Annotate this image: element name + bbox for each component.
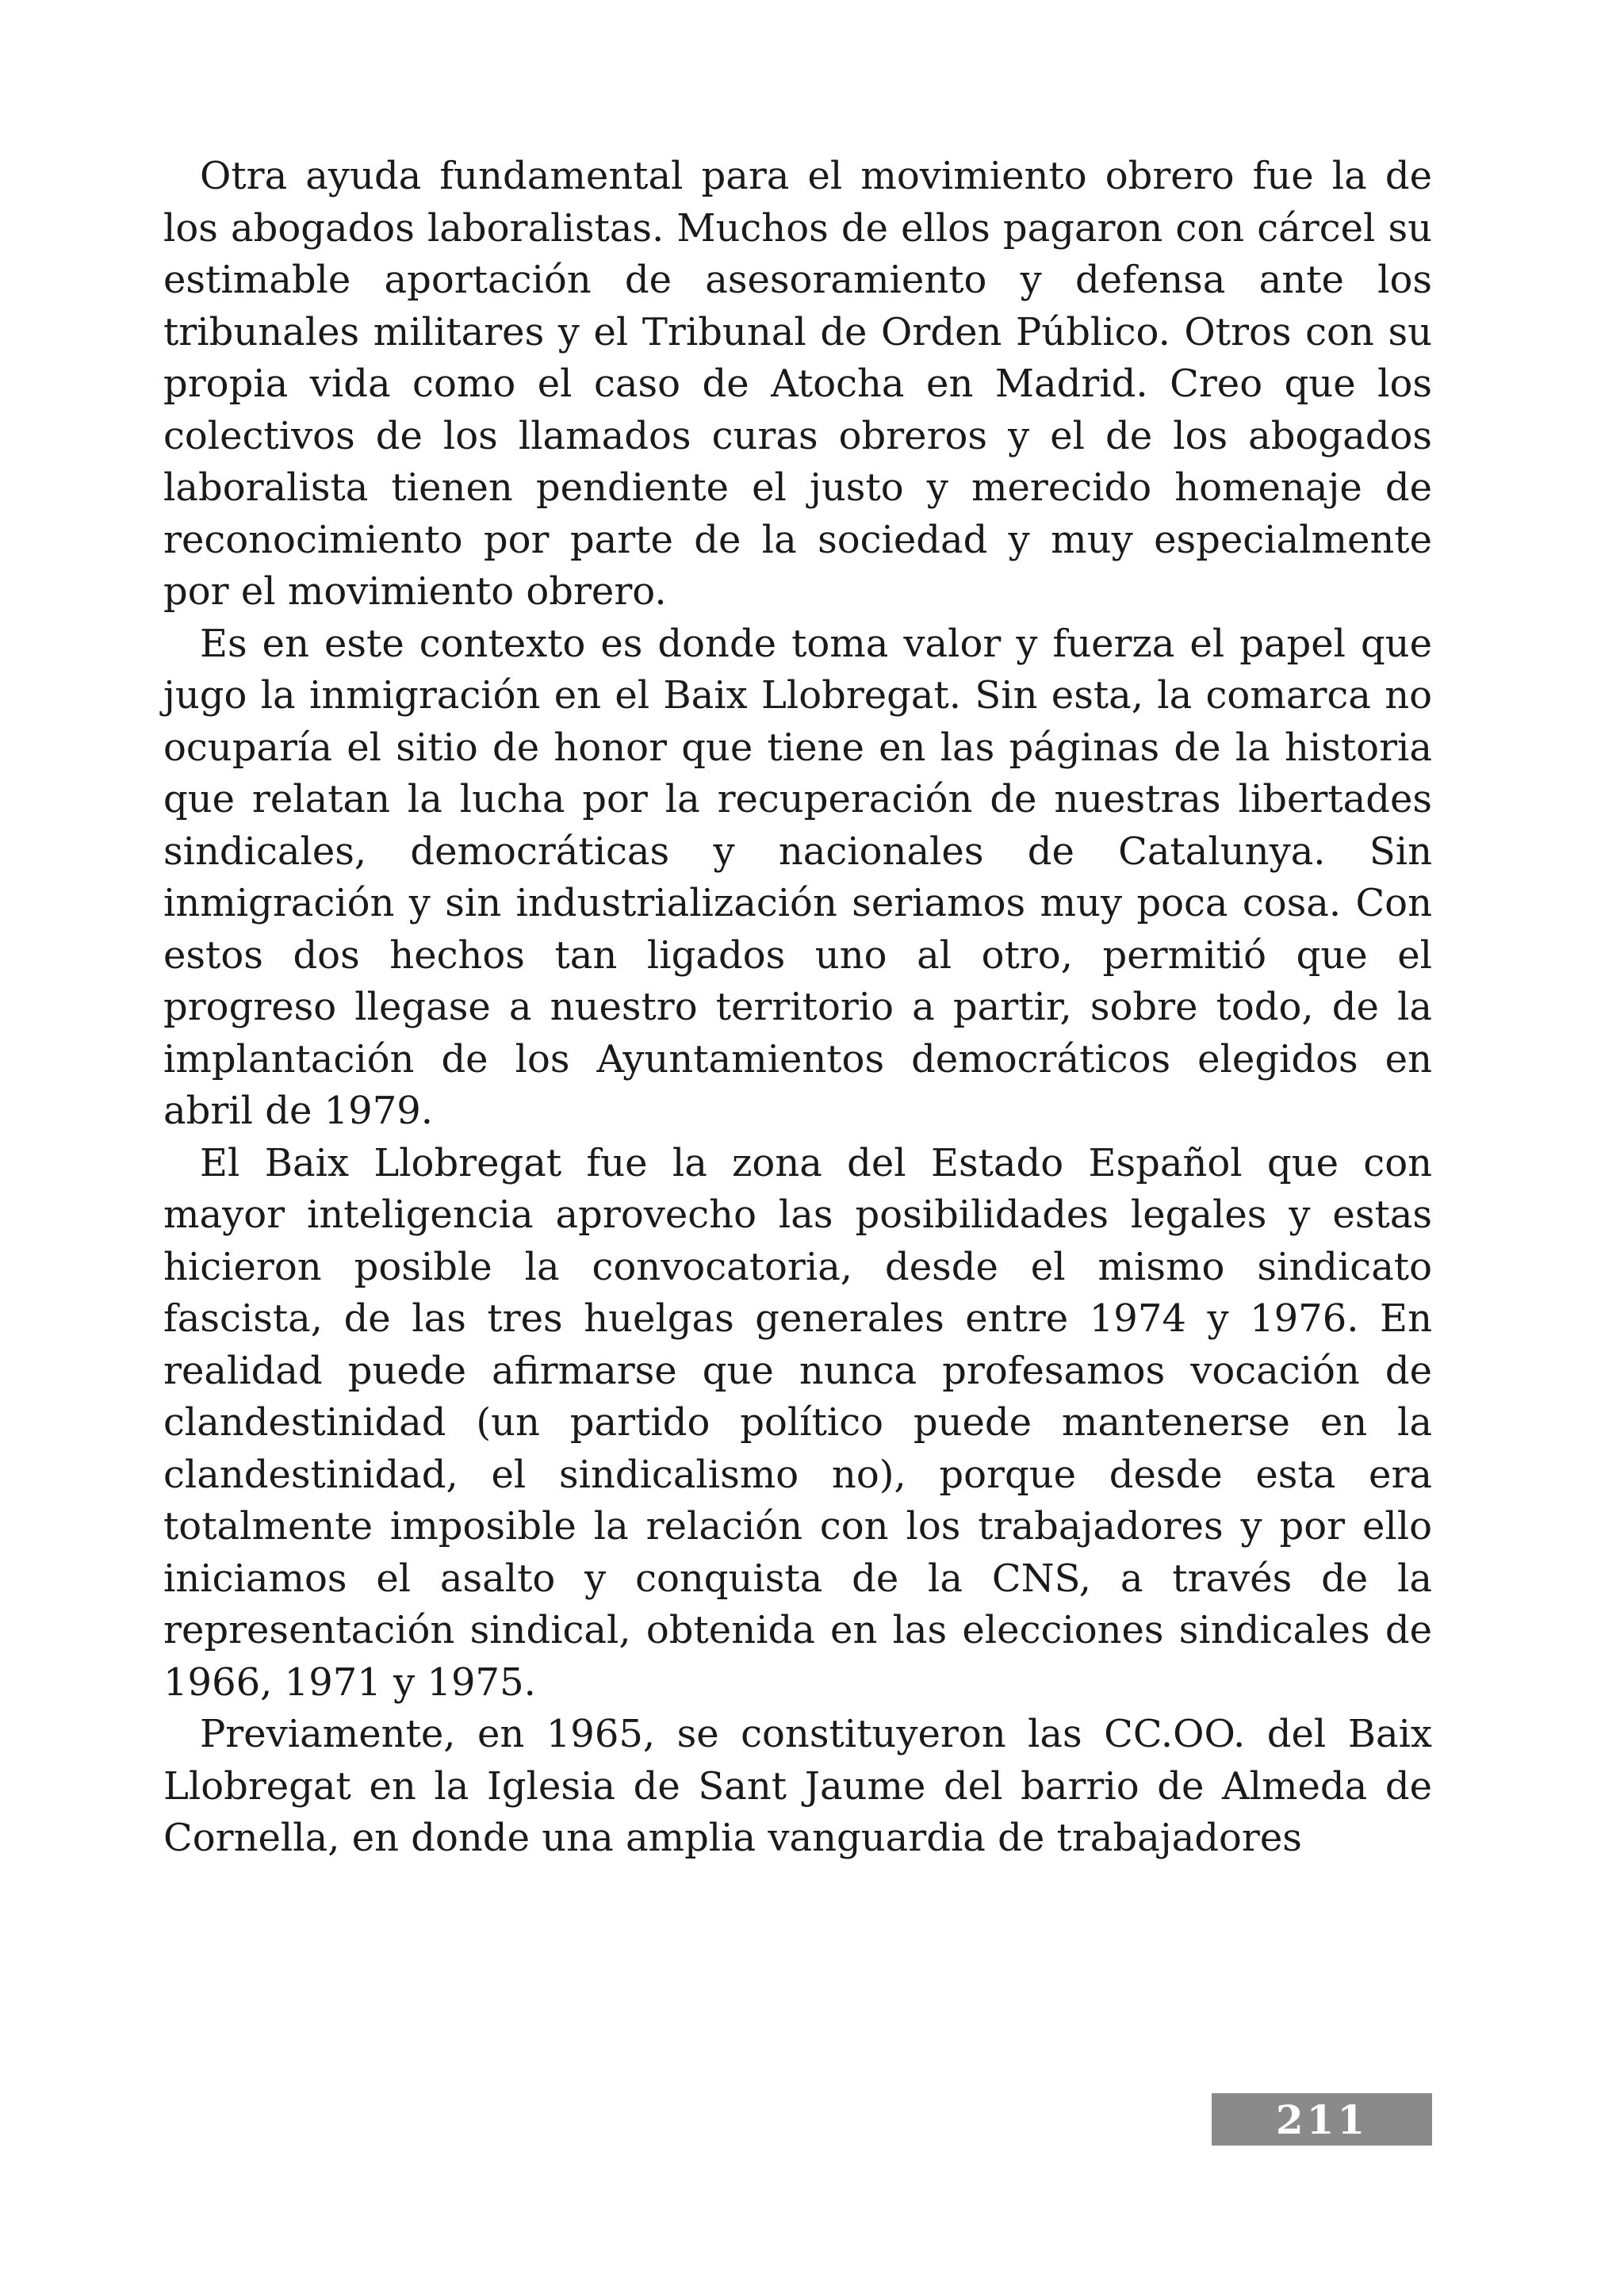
paragraph-2: Es en este contexto es donde toma valor y fuerza el papel que jugo la inmigración en el Baix Llobregat. Sin esta, la comarca no ocuparía el sitio de honor que tiene en las páginas de la historia que relatan la lucha por la recuperación de nuestras libertades sindicales, democráticas y nacionales de Catalunya. Sin inmigración y sin industrialización seriamos muy poca cosa. Con estos dos hechos tan ligados uno al otro, permitió que el progreso llegase a nuestro territorio a partir, sobre todo, de la implantación de los Ayuntamientos democráticos elegidos en abril de 1979. [163, 621, 1432, 1133]
page-number-badge [1212, 2093, 1432, 2146]
page-number: 211 [1275, 2096, 1369, 2143]
paragraph-3: El Baix Llobregat fue la zona del Estado Español que con mayor inteligencia aprovecho las posibilidades legales y estas hicieron posible la convocatoria, desde el mismo sindicato fascista, de las tres huelgas generales entre 1974 y 1976. En realidad puede afirmarse que nunca profesamos vocación de clandestinidad (un partido político puede mantenerse en la clandestinidad, el sindicalismo no), porque desde esta era totalmente imposible la relación con los trabajadores y por ello iniciamos el asalto y conquista de la CNS, a través de la representación sindical, obtenida en las elecciones sindicales de 1966, 1971 y 1975. [163, 1140, 1432, 1705]
paragraph-4: Previamente, en 1965, se constituyeron las CC.OO. del Baix Llobregat en la Iglesia de Sant Jaume del barrio de Almeda de Cornella, en donde una amplia vanguardia de trabajadores [163, 1712, 1432, 1860]
paragraph-1: Otra ayuda fundamental para el movimiento obrero fue la de los abogados laboralistas. Muchos de ellos pagaron con cárcel su estimable aportación de asesoramiento y defensa ante los tribunales militares y el Tribunal de Orden Público. Otros con su propia vida como el caso de Atocha en Madrid. Creo que los colectivos de los llamados curas obreros y el de los abogados laboralista tienen pendiente el justo y merecido homenaje de reconocimiento por parte de la sociedad y muy especialmente por el movimiento obrero. [163, 154, 1432, 614]
body-text [163, 151, 1432, 1865]
